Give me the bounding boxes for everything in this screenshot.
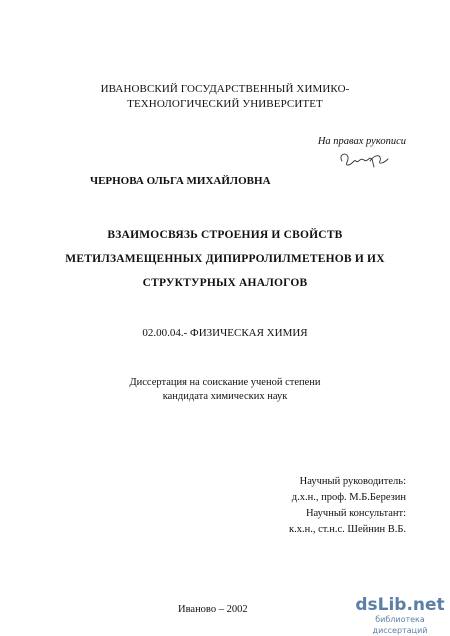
manuscript-rights-label: На правах рукописи (317, 136, 406, 147)
university-line-1: ИВАНОВСКИЙ ГОСУДАРСТВЕННЫЙ ХИМИКО- (100, 83, 350, 95)
title-line-1: ВЗАИМОСВЯЗЬ СТРОЕНИЯ И СВОЙСТВ (107, 229, 343, 241)
degree-line-1: Диссертация на соискание ученой степени (129, 377, 321, 388)
degree-statement (0, 376, 450, 404)
city-year: Иваново – 2002 (178, 604, 248, 615)
university-line-2: ТЕХНОЛОГИЧЕСКИЙ УНИВЕРСИТЕТ (127, 98, 323, 110)
supervisors-block (289, 474, 406, 538)
dslib-watermark[interactable] (350, 594, 450, 636)
watermark-logo: dsLib.net (355, 595, 445, 615)
supervisor-heading: Научный руководитель: (299, 476, 406, 487)
author-name: ЧЕРНОВА ОЛЬГА МИХАЙЛОВНА (90, 175, 271, 187)
supervisor-name: д.х.н., проф. М.Б.Березин (291, 492, 406, 503)
specialty-code: 02.00.04.- ФИЗИЧЕСКАЯ ХИМИЯ (142, 327, 308, 339)
degree-line-2: кандидата химических наук (162, 391, 288, 402)
title-line-2: МЕТИЛЗАМЕЩЕННЫХ ДИПИРРОЛИЛМЕТЕНОВ И ИХ (65, 253, 385, 265)
handwritten-signature (336, 147, 396, 171)
consultant-name: к.х.н., ст.н.с. Шейнин В.Б. (289, 524, 406, 535)
watermark-subtitle: библиотека диссертаций (372, 615, 428, 635)
university-name (0, 82, 450, 112)
dissertation-title (0, 223, 450, 295)
title-line-3: СТРУКТУРНЫХ АНАЛОГОВ (142, 277, 308, 289)
consultant-heading: Научный консультант: (305, 508, 406, 519)
